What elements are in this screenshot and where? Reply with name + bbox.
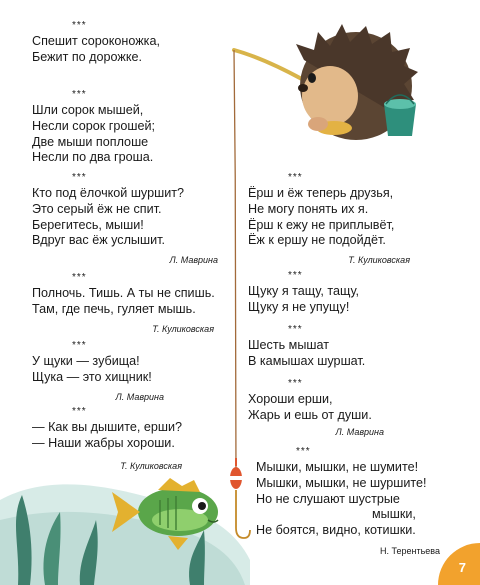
poem-separator: ***	[288, 172, 303, 183]
poem-line: Это серый ёж не спит.	[32, 201, 162, 216]
poem-line: Мышки, мышки, не шуршите!	[256, 475, 427, 490]
poem-separator: ***	[288, 378, 303, 389]
poem-left-6	[32, 406, 182, 472]
poem-author: Т. Куликовская	[152, 323, 214, 334]
poem-author: Н. Терентьева	[380, 545, 440, 556]
poem-left-3	[32, 172, 222, 266]
water-illustration	[0, 484, 250, 585]
poem-author: Л. Маврина	[115, 391, 164, 402]
poem-line: Две мыши поплоше	[32, 134, 149, 149]
poem-line: В камышах шуршат.	[248, 353, 366, 368]
poem-separator: ***	[72, 172, 87, 183]
poem-line: Ёрш к ежу не приплывёт,	[248, 217, 395, 232]
poem-right-3	[248, 324, 365, 370]
poem-line: Ёж к ершу не подойдёт.	[248, 233, 386, 248]
poem-left-5	[32, 340, 164, 403]
poem-line: Вдруг вас ёж услышит.	[32, 233, 165, 248]
poem-line: Щука — это хищник!	[32, 369, 152, 384]
poem-separator: ***	[72, 340, 87, 351]
poem-line: Но не слушают шустрые	[256, 491, 400, 506]
poem-separator: ***	[288, 324, 303, 335]
poem-separator: ***	[72, 20, 87, 31]
poem-separator: ***	[72, 406, 87, 417]
poem-left-2	[32, 89, 155, 166]
poem-line: — Как вы дышите, ерши?	[32, 420, 182, 434]
poem-left-1	[32, 20, 160, 66]
poem-line: Полночь. Тишь. А ты не спишь.	[32, 286, 215, 300]
bucket-icon	[384, 95, 416, 136]
poem-separator: ***	[288, 270, 303, 281]
poem-line: Не могу понять их я.	[248, 201, 369, 216]
poem-line: Жарь и ешь от души.	[248, 407, 372, 422]
poem-right-5	[256, 446, 440, 557]
poem-line: Там, где печь, гуляет мышь.	[32, 301, 196, 316]
poem-line: Несли сорок грошей;	[32, 118, 155, 133]
poem-separator: ***	[72, 89, 87, 100]
poem-author: Т. Куликовская	[348, 255, 410, 266]
poem-author: Л. Маврина	[335, 426, 384, 437]
poem-right-1	[248, 172, 410, 266]
poem-line: — Наши жабры хороши.	[32, 435, 175, 450]
poem-line: Шесть мышат	[248, 338, 329, 352]
poem-author: Л. Маврина	[169, 255, 218, 266]
poem-right-2	[248, 270, 359, 316]
poem-line: Кто под ёлочкой шуршит?	[32, 186, 185, 200]
poem-line: Спешит сороконожка,	[32, 34, 160, 48]
poem-line: Мышки, мышки, не шумите!	[256, 460, 419, 474]
poem-author: Т. Куликовская	[120, 460, 182, 471]
poem-line: Щуку я не упущу!	[248, 299, 350, 314]
poem-line: Хороши ерши,	[248, 392, 333, 406]
poem-separator: ***	[296, 446, 311, 457]
poem-line: Бежит по дорожке.	[32, 49, 142, 64]
poem-line: Не боятся, видно, котишки.	[256, 523, 416, 538]
poem-line: У щуки — зубища!	[32, 354, 140, 368]
poem-right-4	[248, 378, 384, 438]
poem-line: Ёрш и ёж теперь друзья,	[248, 186, 394, 200]
poem-left-4	[32, 272, 214, 335]
poem-separator: ***	[72, 272, 87, 283]
poem-line: мышки,	[372, 507, 416, 522]
poem-line: Шли сорок мышей,	[32, 103, 144, 117]
page-number: 7	[458, 560, 466, 575]
poem-line: Щуку я тащу, тащу,	[248, 284, 359, 298]
poem-line: Несли по два гроша.	[32, 150, 154, 165]
poem-line: Берегитесь, мыши!	[32, 217, 144, 232]
